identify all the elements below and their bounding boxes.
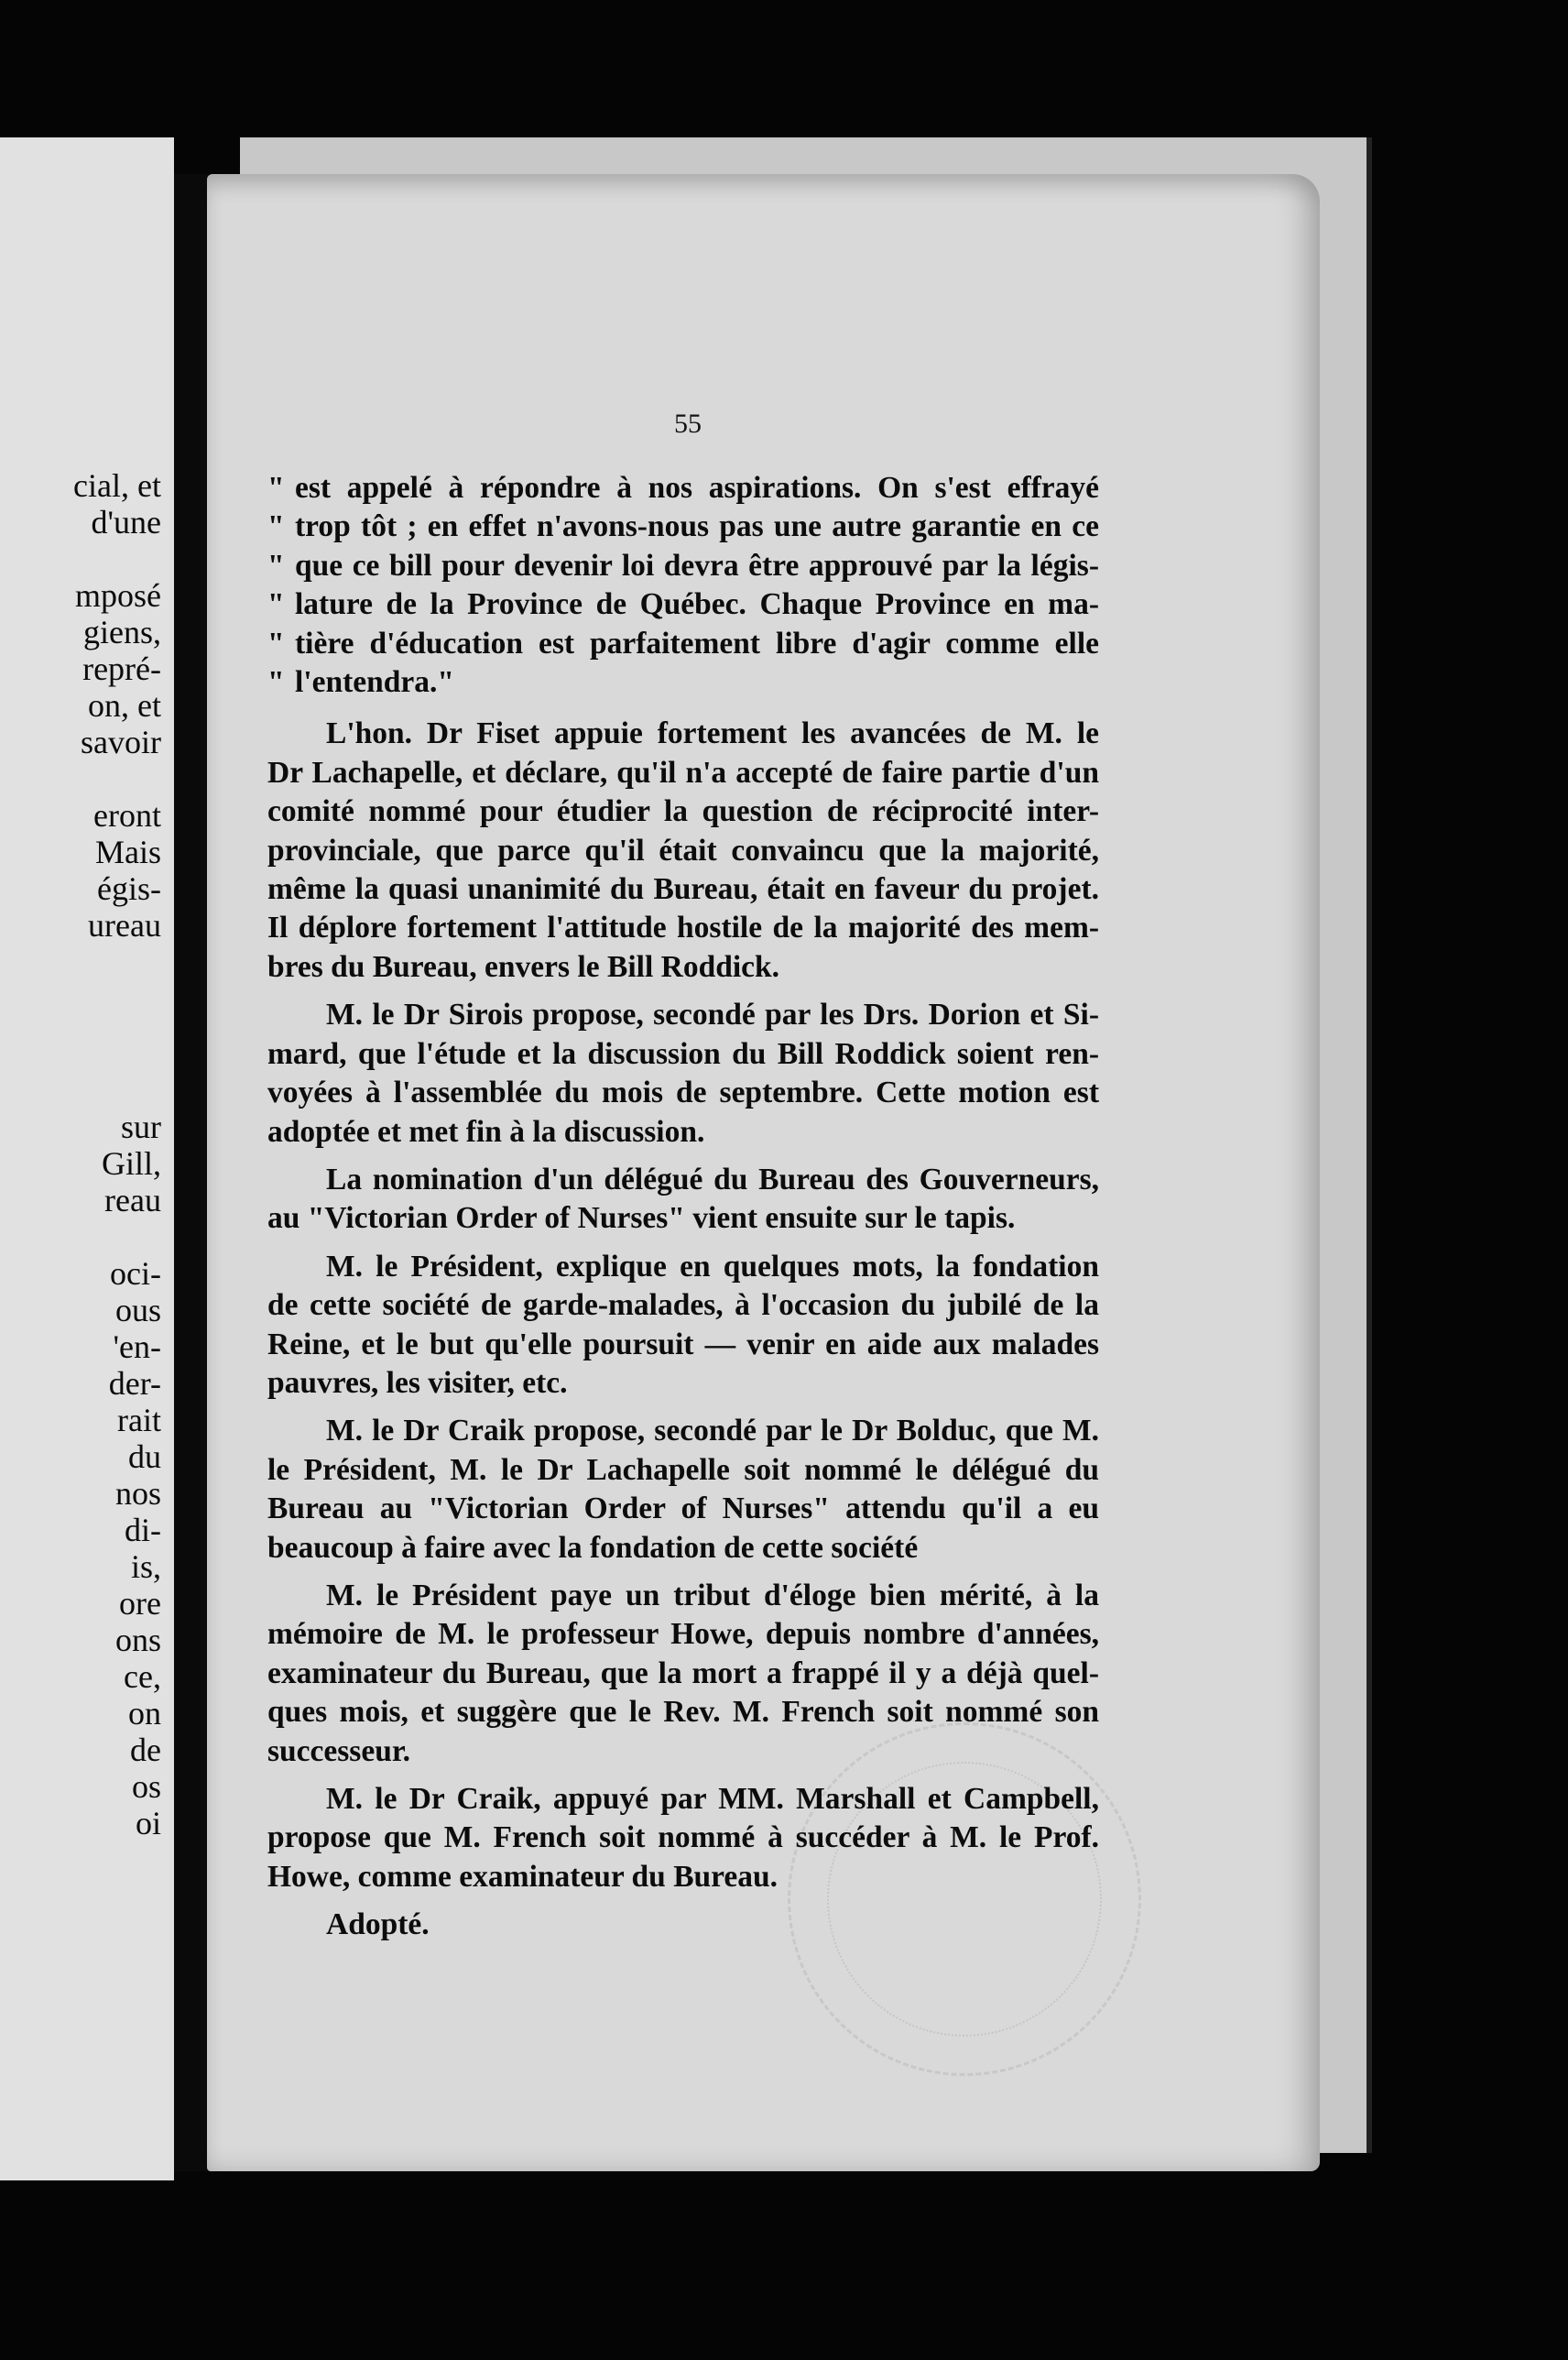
- left-page-line: on, et: [88, 687, 161, 724]
- paragraph-line: M. le Dr Sirois propose, secondé par les Drs. Dorion et Si-: [326, 998, 1099, 1032]
- paragraph-line: L'hon. Dr Fiset appuie fortement les avancées de M. le: [326, 716, 1099, 751]
- paragraph-line: au "Victorian Order of Nurses" vient ensuite sur le tapis.: [267, 1201, 1016, 1236]
- paragraphs: [267, 715, 1099, 1944]
- paragraph-line: bres du Bureau, envers le Bill Roddick.: [267, 949, 780, 984]
- left-page-line: Gill,: [101, 1145, 161, 1182]
- quote-line-text: est appelé à répondre à nos aspirations. On s'est effrayé: [295, 471, 1099, 505]
- left-page-line: du: [128, 1438, 161, 1475]
- paragraph-line: examinateur du Bureau, que la mort a frappé il y a déjà quel-: [267, 1655, 1099, 1690]
- paragraph: [267, 1412, 1099, 1568]
- paragraph: [267, 1906, 1099, 1944]
- paragraph-line: Reine, et le but qu'elle poursuit — venir en aide aux malades: [267, 1327, 1099, 1361]
- paragraph-line: Il déplore fortement l'attitude hostile de la majorité des mem-: [267, 911, 1099, 945]
- paragraph: [267, 1248, 1099, 1404]
- left-page-line: os: [131, 1768, 161, 1805]
- left-page-line: reau: [104, 1182, 161, 1218]
- left-page-line: ce,: [124, 1658, 161, 1695]
- left-page-line: savoir: [81, 724, 161, 760]
- left-page-line: ore: [119, 1585, 161, 1622]
- paragraph-line: M. le Dr Craik, appuyé par MM. Marshall et Campbell,: [326, 1782, 1099, 1816]
- page-gutter: [174, 174, 209, 2171]
- left-page-line: ureau: [88, 907, 161, 944]
- paragraph: [267, 996, 1099, 1152]
- quote-block: [267, 469, 1099, 702]
- left-page-line: égis-: [97, 870, 161, 907]
- quote-line: [267, 585, 1099, 624]
- paragraph: [267, 715, 1099, 987]
- paragraph-line: provinciale, que parce qu'il était convaincu que la majorité,: [267, 833, 1099, 868]
- paragraph-line: Dr Lachapelle, et déclare, qu'il n'a accepté de faire partie d'un: [267, 755, 1099, 790]
- left-page-line: on: [128, 1695, 161, 1732]
- quote-mark: ": [267, 665, 292, 700]
- page-number: 55: [674, 409, 702, 439]
- quote-line-text: lature de la Province de Québec. Chaque Province en ma-: [295, 587, 1099, 622]
- paragraph-line: voyées à l'assemblée du mois de septembre. Cette motion est: [267, 1076, 1099, 1110]
- quote-line-text: trop tôt ; en effet n'avons-nous pas une autre garantie en ce: [295, 509, 1099, 544]
- paragraph-line: mard, que l'étude et la discussion du Bill Roddick soient ren-: [267, 1036, 1099, 1071]
- left-page-line: ous: [114, 1292, 161, 1328]
- paragraph-line: Adopté.: [326, 1907, 430, 1942]
- left-page-line: 'en-: [113, 1328, 161, 1365]
- paragraph-line: ques mois, et suggère que le Rev. M. French soit nommé son: [267, 1695, 1099, 1730]
- quote-line: [267, 663, 1099, 702]
- quote-mark: ": [267, 471, 292, 505]
- paragraph-line: adoptée et met fin à la discussion.: [267, 1114, 705, 1149]
- paragraph-line: comité nommé pour étudier la question de réciprocité inter-: [267, 794, 1099, 829]
- paragraph-line: de cette société de garde-malades, à l'occasion du jubilé de la: [267, 1288, 1099, 1323]
- page-body: [267, 469, 1099, 1954]
- left-page-line: nos: [114, 1475, 161, 1512]
- quote-line: [267, 547, 1099, 585]
- paragraph-line: beaucoup à faire avec la fondation de cette société: [267, 1530, 919, 1565]
- paragraph-line: M. le Président, explique en quelques mots, la fondation: [326, 1249, 1099, 1284]
- left-page-line: ons: [114, 1622, 161, 1658]
- quote-mark: ": [267, 509, 292, 544]
- left-page-line: mposé: [75, 577, 161, 614]
- quote-line: [267, 508, 1099, 546]
- paragraph-line: pauvres, les visiter, etc.: [267, 1365, 568, 1400]
- paragraph-line: Howe, comme examinateur du Bureau.: [267, 1859, 779, 1894]
- paragraph-line: M. le Président paye un tribut d'éloge bien mérité, à la: [326, 1578, 1099, 1612]
- left-page-line: giens,: [83, 614, 161, 650]
- quote-mark: ": [267, 548, 292, 583]
- paragraph: [267, 1780, 1099, 1896]
- paragraph: [267, 1161, 1099, 1239]
- left-page-line: der-: [108, 1365, 161, 1402]
- left-page-line: di-: [125, 1512, 161, 1548]
- paragraph-line: La nomination d'un délégué du Bureau des Gouverneurs,: [326, 1162, 1099, 1196]
- quote-line-text: tière d'éducation est parfaitement libre d'agir comme elle: [295, 626, 1099, 661]
- previous-page-fragment: [0, 137, 174, 2180]
- left-page-line: d'une: [91, 504, 161, 541]
- paragraph-line: successeur.: [267, 1733, 411, 1768]
- left-page-line: repré-: [82, 650, 161, 687]
- quote-line-text: l'entendra.": [295, 665, 454, 700]
- paragraph: [267, 1577, 1099, 1771]
- left-page-line: rait: [117, 1402, 161, 1438]
- left-page-line: de: [130, 1732, 161, 1768]
- paragraph-line: mémoire de M. le professeur Howe, depuis nombre d'années,: [267, 1617, 1099, 1652]
- left-page-line: is,: [130, 1548, 161, 1585]
- paragraph-line: le Président, M. le Dr Lachapelle soit nommé le délégué du: [267, 1452, 1099, 1487]
- left-page-line: eront: [93, 797, 161, 834]
- quote-mark: ": [267, 587, 292, 622]
- left-page-line: sur: [121, 1109, 161, 1145]
- paragraph-line: propose que M. French soit nommé à succéder à M. le Prof.: [267, 1820, 1099, 1855]
- quote-line-text: que ce bill pour devenir loi devra être approuvé par la légis-: [295, 548, 1099, 583]
- left-page-line: oi: [135, 1805, 161, 1841]
- paragraph-line: même la quasi unanimité du Bureau, était en faveur du projet.: [267, 872, 1099, 907]
- quote-line: [267, 625, 1099, 663]
- quote-line: [267, 469, 1099, 508]
- quote-mark: ": [267, 626, 292, 661]
- left-page-line: Mais: [95, 834, 161, 870]
- paragraph-line: M. le Dr Craik propose, secondé par le Dr Bolduc, que M.: [326, 1414, 1099, 1448]
- left-page-line: cial, et: [73, 467, 161, 504]
- left-page-line: oci-: [110, 1255, 161, 1292]
- paragraph-line: Bureau au "Victorian Order of Nurses" attendu qu'il a eu: [267, 1491, 1099, 1526]
